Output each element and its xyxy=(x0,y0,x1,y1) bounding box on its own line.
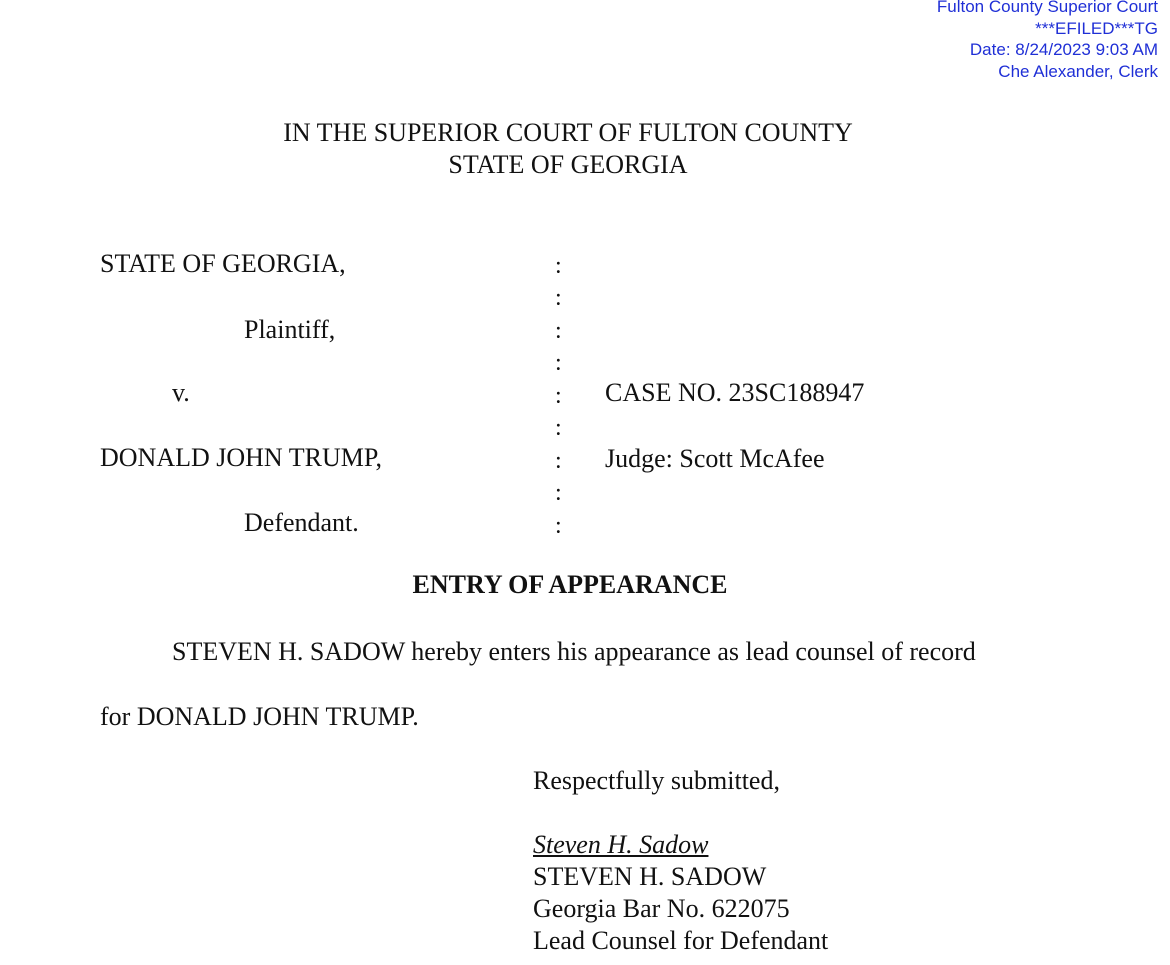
closing: Respectfully submitted, xyxy=(533,766,780,795)
signature: Steven H. Sadow xyxy=(533,830,709,859)
caption-colon: : xyxy=(555,415,562,441)
attorney-role: Lead Counsel for Defendant xyxy=(533,926,829,955)
signature-block xyxy=(533,829,828,957)
caption-colon: : xyxy=(555,513,562,539)
caption-colon: : xyxy=(555,480,562,506)
case-number: CASE NO. 23SC188947 xyxy=(605,378,865,407)
efile-status: ***EFILED***TG xyxy=(1035,18,1158,38)
document-title: ENTRY OF APPEARANCE xyxy=(412,570,728,599)
plaintiff-role: Plaintiff, xyxy=(244,315,336,344)
efile-date: Date: 8/24/2023 9:03 AM xyxy=(969,40,1158,59)
caption-colon: : xyxy=(555,253,562,279)
caption-colon: : xyxy=(555,448,562,474)
body-line-2: for DONALD JOHN TRUMP. xyxy=(100,702,419,731)
body-line-1: STEVEN H. SADOW hereby enters his appearance as lead counsel of record xyxy=(172,637,976,666)
court-header xyxy=(0,117,1136,181)
versus: v. xyxy=(172,378,190,407)
efile-clerk: Che Alexander, Clerk xyxy=(998,61,1158,81)
defendant-name: DONALD JOHN TRUMP, xyxy=(100,443,382,472)
caption-colon: : xyxy=(555,383,562,409)
defendant-role: Defendant. xyxy=(244,508,359,537)
court-state: STATE OF GEORGIA xyxy=(448,150,688,179)
bar-number: Georgia Bar No. 622075 xyxy=(533,894,790,923)
efile-court: Fulton County Superior Court xyxy=(936,0,1158,16)
court-name: IN THE SUPERIOR COURT OF FULTON COUNTY xyxy=(283,118,853,147)
caption-colon: : xyxy=(555,285,562,311)
attorney-name: STEVEN H. SADOW xyxy=(533,862,767,891)
caption-colon: : xyxy=(555,318,562,344)
caption-colon: : xyxy=(555,350,562,376)
plaintiff-name: STATE OF GEORGIA, xyxy=(100,249,346,278)
judge-name: Judge: Scott McAfee xyxy=(605,444,825,473)
efile-stamp xyxy=(937,0,1158,82)
